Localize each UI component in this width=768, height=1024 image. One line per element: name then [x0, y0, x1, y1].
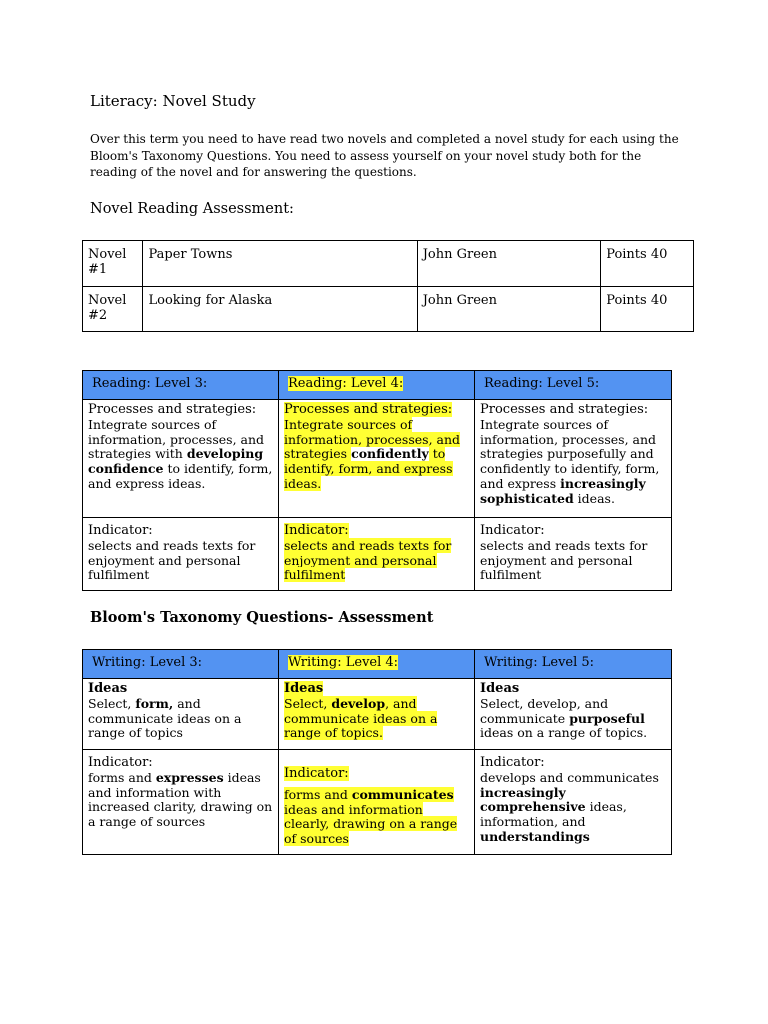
table-row	[83, 679, 672, 750]
novel-title: Looking for Alaska	[143, 287, 417, 332]
novel-title: Paper Towns	[143, 241, 417, 287]
reading-l3-processes: Processes and strategies: Integrate sources of information, processes, and strategies with developing confidence to identify, form, and express ideas.	[83, 400, 279, 518]
novel-author: John Green	[417, 241, 601, 287]
reading-rubric-table	[82, 370, 672, 591]
novel-author: John Green	[417, 287, 601, 332]
reading-l5-processes: Processes and strategies: Integrate sources of information, processes, and strategies purposefully and confidently to identify, form, and express increasingly sophisticated ideas.	[475, 400, 672, 518]
writing-level-3-header: Writing: Level 3:	[83, 650, 279, 679]
writing-l3-ideas: Ideas Select, form, and communicate ideas on a range of topics	[83, 679, 279, 750]
writing-section-heading: Bloom's Taxonomy Questions- Assessment	[90, 609, 434, 626]
table-header-row	[83, 650, 672, 679]
writing-l4-ideas: Ideas Select, develop, and communicate ideas on a range of topics.	[279, 679, 475, 750]
writing-l3-indicator: Indicator: forms and expresses ideas and information with increased clarity, drawing on a range of sources	[83, 750, 279, 855]
writing-l4-indicator: Indicator: forms and communicates ideas and information clearly, drawing on a range of sources	[279, 750, 475, 855]
table-row	[83, 287, 694, 332]
reading-level-3-header: Reading: Level 3:	[83, 371, 279, 400]
table-row	[83, 518, 672, 591]
table-row	[83, 400, 672, 518]
page-title: Literacy: Novel Study	[90, 92, 256, 110]
reading-level-5-header: Reading: Level 5:	[475, 371, 672, 400]
reading-l3-indicator: Indicator: selects and reads texts for enjoyment and personal fulfilment	[83, 518, 279, 591]
writing-rubric-table	[82, 649, 672, 855]
reading-level-4-header: Reading: Level 4:	[279, 371, 475, 400]
writing-level-4-header: Writing: Level 4:	[279, 650, 475, 679]
novel-number: Novel #2	[83, 287, 143, 332]
writing-level-5-header: Writing: Level 5:	[475, 650, 672, 679]
reading-l4-indicator: Indicator: selects and reads texts for enjoyment and personal fulfilment	[279, 518, 475, 591]
reading-l5-indicator: Indicator: selects and reads texts for enjoyment and personal fulfilment	[475, 518, 672, 591]
novel-table	[82, 240, 694, 332]
writing-l5-indicator: Indicator: develops and communicates increasingly comprehensive ideas, information, and understandings	[475, 750, 672, 855]
writing-l5-ideas: Ideas Select, develop, and communicate purposeful ideas on a range of topics.	[475, 679, 672, 750]
table-row	[83, 750, 672, 855]
reading-l4-processes: Processes and strategies: Integrate sources of information, processes, and strategies confidently to identify, form, and express ideas.	[279, 400, 475, 518]
novel-points: Points 40	[601, 287, 694, 332]
novel-number: Novel #1	[83, 241, 143, 287]
intro-paragraph: Over this term you need to have read two novels and completed a novel study for each using the Bloom's Taxonomy Questions. You need to assess yourself on your novel study both for the reading of the novel and for answering the questions.	[90, 132, 679, 179]
novel-section-heading: Novel Reading Assessment:	[90, 201, 294, 217]
table-header-row	[83, 371, 672, 400]
novel-points: Points 40	[601, 241, 694, 287]
table-row	[83, 241, 694, 287]
